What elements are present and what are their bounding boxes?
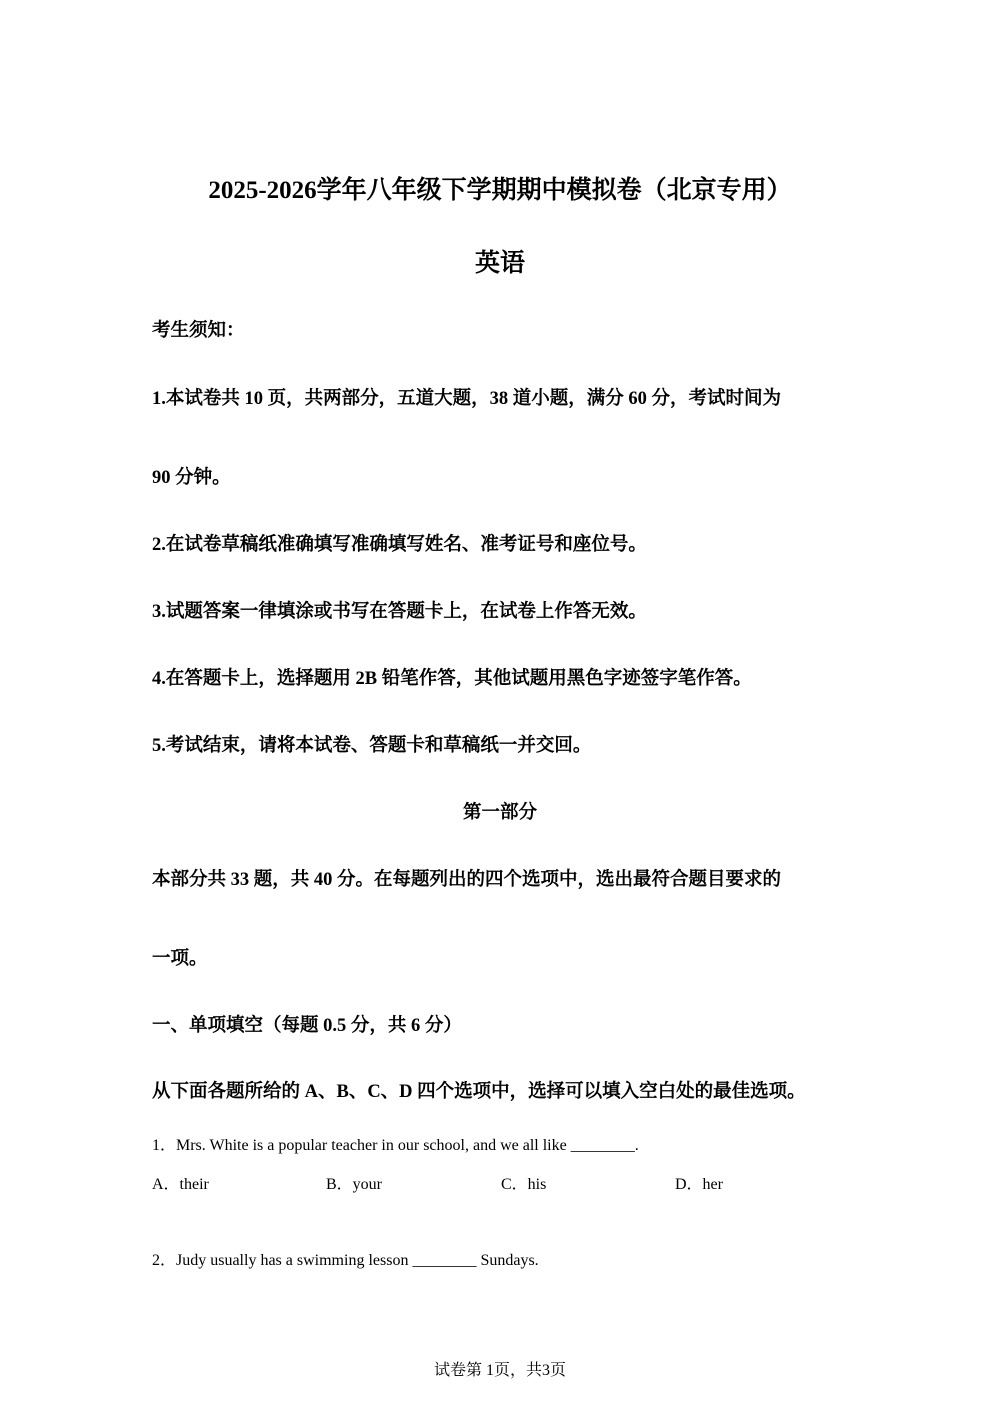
notice-item: 1.本试卷共 10 页，共两部分，五道大题，38 道小题，满分 60 分，考试时间为: [152, 389, 782, 409]
option-c: C．his: [501, 1176, 547, 1193]
part-description: 本部分共 33 题，共 40 分。在每题列出的四个选项中，选出最符合题目要求的: [152, 870, 782, 890]
notice-item: 4.在答题卡上，选择题用 2B 铅笔作答，其他试题用黑色字迹签字笔作答。: [152, 669, 752, 689]
option-d: D．her: [675, 1176, 723, 1193]
subject-title: 英语: [474, 250, 525, 277]
page-title: 2025-2026学年八年级下学期期中模拟卷（北京专用）: [208, 177, 792, 204]
section-heading: 一、单项填空（每题 0.5 分，共 6 分）: [152, 1016, 462, 1036]
part-description: 一项。: [152, 949, 208, 969]
part-heading: 第一部分: [462, 803, 537, 823]
notice-item: 5.考试结束，请将本试卷、答题卡和草稿纸一并交回。: [152, 736, 592, 756]
option-a: A．their: [152, 1176, 209, 1193]
notice-item: 3.试题答案一律填涂或书写在答题卡上，在试卷上作答无效。: [152, 602, 647, 622]
question-stem: 2．Judy usually has a swimming lesson ________ Sundays.: [152, 1252, 539, 1269]
option-b: B．your: [326, 1176, 383, 1193]
question-stem: 1．Mrs. White is a popular teacher in our school, and we all like ________.: [152, 1137, 639, 1154]
notice-item: 90 分钟。: [152, 468, 231, 488]
page-footer: 试卷第 1页，共3页: [433, 1362, 566, 1379]
notice-heading: 考生须知：: [152, 321, 245, 341]
notice-item: 2.在试卷草稿纸准确填写准确填写姓名、准考证号和座位号。: [152, 535, 647, 555]
section-instruction: 从下面各题所给的 A、B、C、D 四个选项中，选择可以填入空白处的最佳选项。: [152, 1082, 806, 1102]
